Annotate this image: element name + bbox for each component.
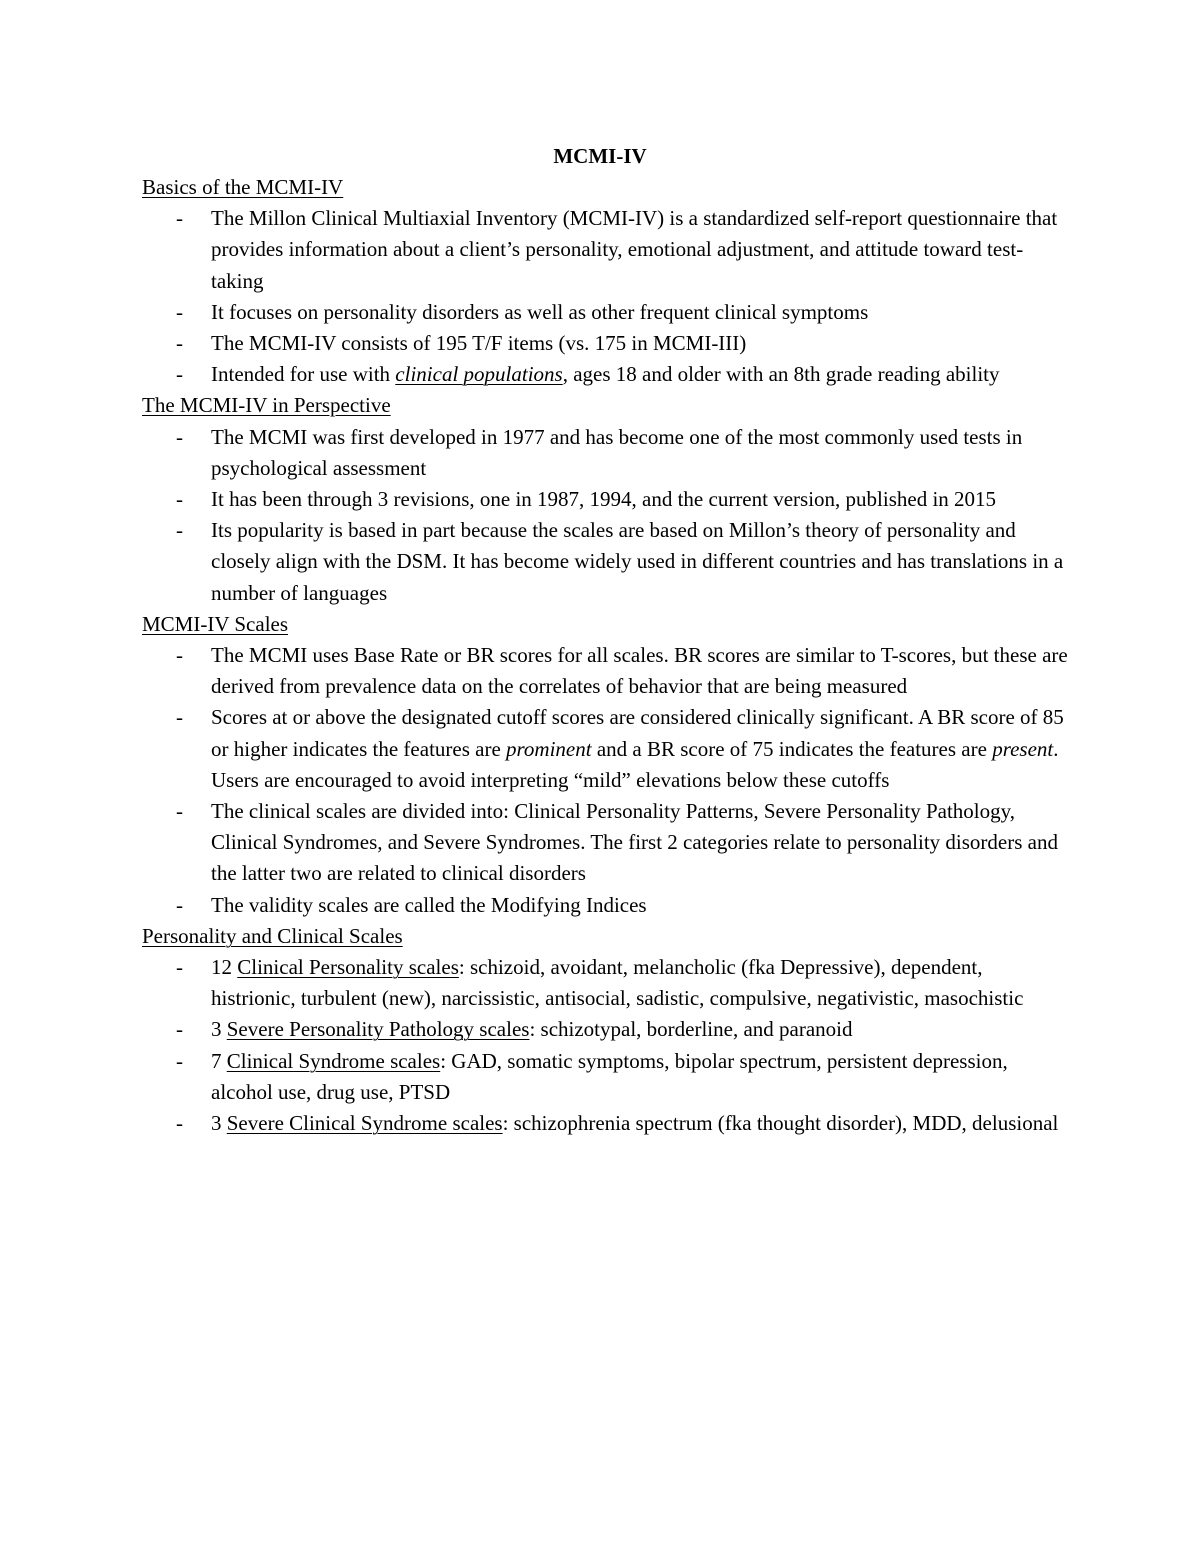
item-text: The MCMI-IV consists of 195 T/F items (vs. 175 in MCMI-III)	[211, 331, 747, 356]
bullet-list	[142, 952, 1072, 1139]
scale-label: Clinical Personality scales	[237, 955, 459, 980]
section-heading: Basics of the MCMI-IV	[142, 175, 344, 199]
scale-label: Severe Personality Pathology scales	[226, 1017, 530, 1042]
dash-bullet: -	[176, 1017, 183, 1042]
document-title: MCMI-IV	[553, 144, 647, 168]
list-item	[142, 359, 1072, 390]
document-body	[142, 172, 1072, 1139]
dash-bullet: -	[176, 424, 183, 449]
item-text: The validity scales are called the Modifying Indices	[211, 892, 647, 917]
dash-bullet: -	[176, 955, 183, 980]
scale-list: : schizophrenia spectrum (fka thought disorder), MDD, delusional	[502, 1111, 1059, 1136]
dash-bullet: -	[176, 1048, 183, 1073]
list-item	[142, 1108, 1072, 1139]
dash-bullet: -	[176, 1111, 183, 1136]
scale-count: 12	[211, 955, 232, 980]
list-item	[142, 890, 1072, 921]
list-item	[142, 1046, 1072, 1108]
list-item	[142, 952, 1072, 1014]
scale-count: 7	[211, 1048, 222, 1073]
list-item	[142, 796, 1072, 890]
item-text-part: and a BR score of 75 indicates the features are	[591, 736, 993, 761]
section-heading: The MCMI-IV in Perspective	[142, 393, 391, 418]
scale-count: 3	[211, 1111, 222, 1136]
section-heading: Personality and Clinical Scales	[142, 923, 403, 948]
list-item	[142, 702, 1072, 796]
scale-label: Clinical Syndrome scales	[226, 1048, 441, 1073]
list-item	[142, 422, 1072, 484]
item-text-part: Scores at or above the designated cutoff scores are considered clinically significant. A BR score of 85 or higher indicates the features are	[211, 705, 1064, 761]
bullet-list	[142, 640, 1072, 921]
section-heading: MCMI-IV Scales	[142, 611, 289, 636]
list-item	[142, 1014, 1072, 1045]
item-text: The MCMI was first developed in 1977 and has become one of the most commonly used tests in psychological assessment	[211, 424, 1023, 480]
scale-label: Severe Clinical Syndrome scales	[226, 1111, 503, 1136]
list-item	[142, 297, 1072, 328]
scale-list: : schizotypal, borderline, and paranoid	[529, 1017, 853, 1042]
emphasis-present: present	[992, 736, 1054, 761]
dash-bullet: -	[176, 331, 183, 356]
emphasis-clinical-populations: clinical populations	[395, 362, 563, 387]
item-text: The MCMI uses Base Rate or BR scores for all scales. BR scores are similar to T-scores, but these are derived from prevalence data on the correlates of behavior that are being measured	[211, 643, 1068, 699]
scale-list: : GAD, somatic symptoms, bipolar spectrum, persistent depression, alcohol use, drug use, PTSD	[211, 1048, 1008, 1104]
list-item	[142, 328, 1072, 359]
item-text-post: , ages 18 and older with an 8th grade reading ability	[562, 362, 1000, 387]
scale-count: 3	[211, 1017, 222, 1042]
dash-bullet: -	[176, 705, 183, 730]
item-text: The Millon Clinical Multiaxial Inventory (MCMI-IV) is a standardized self-report questionnaire that provides information about a client’s personality, emotional adjustment, and attitude toward test-taking	[211, 206, 1058, 293]
dash-bullet: -	[176, 799, 183, 824]
list-item	[142, 203, 1072, 297]
item-text: The clinical scales are divided into: Clinical Personality Patterns, Severe Personality Pathology, Clinical Syndromes, and Severe Syndromes. The first 2 categories relate to personality disorders and the latter two are related to clinical disorders	[211, 799, 1058, 886]
section-perspective	[142, 390, 1072, 608]
section-basics	[142, 172, 1072, 390]
bullet-list	[142, 203, 1072, 390]
dash-bullet: -	[176, 518, 183, 543]
section-scales	[142, 609, 1072, 921]
item-text: Its popularity is based in part because the scales are based on Millon’s theory of personality and closely align with the DSM. It has become widely used in different countries and has translations in a number of languages	[211, 518, 1064, 605]
emphasis-prominent: prominent	[506, 736, 592, 761]
dash-bullet: -	[176, 362, 183, 387]
bullet-list	[142, 422, 1072, 609]
list-item	[142, 515, 1072, 609]
dash-bullet: -	[176, 299, 183, 324]
item-text: It focuses on personality disorders as well as other frequent clinical symptoms	[211, 299, 869, 324]
dash-bullet: -	[176, 643, 183, 668]
item-text-pre: Intended for use with	[211, 362, 396, 387]
scale-list: : schizoid, avoidant, melancholic (fka Depressive), dependent, histrionic, turbulent (new), narcissistic, antisocial, sadistic, compulsive, negativistic, masochistic	[211, 955, 1024, 1011]
item-text: It has been through 3 revisions, one in 1987, 1994, and the current version, published in 2015	[211, 487, 997, 512]
dash-bullet: -	[176, 487, 183, 512]
dash-bullet: -	[176, 206, 183, 231]
dash-bullet: -	[176, 892, 183, 917]
list-item	[142, 484, 1072, 515]
list-item	[142, 640, 1072, 702]
item-text-part: . Users are encouraged to avoid interpreting “mild” elevations below these cutoffs	[211, 736, 1059, 792]
section-personality-clinical-scales	[142, 921, 1072, 1139]
